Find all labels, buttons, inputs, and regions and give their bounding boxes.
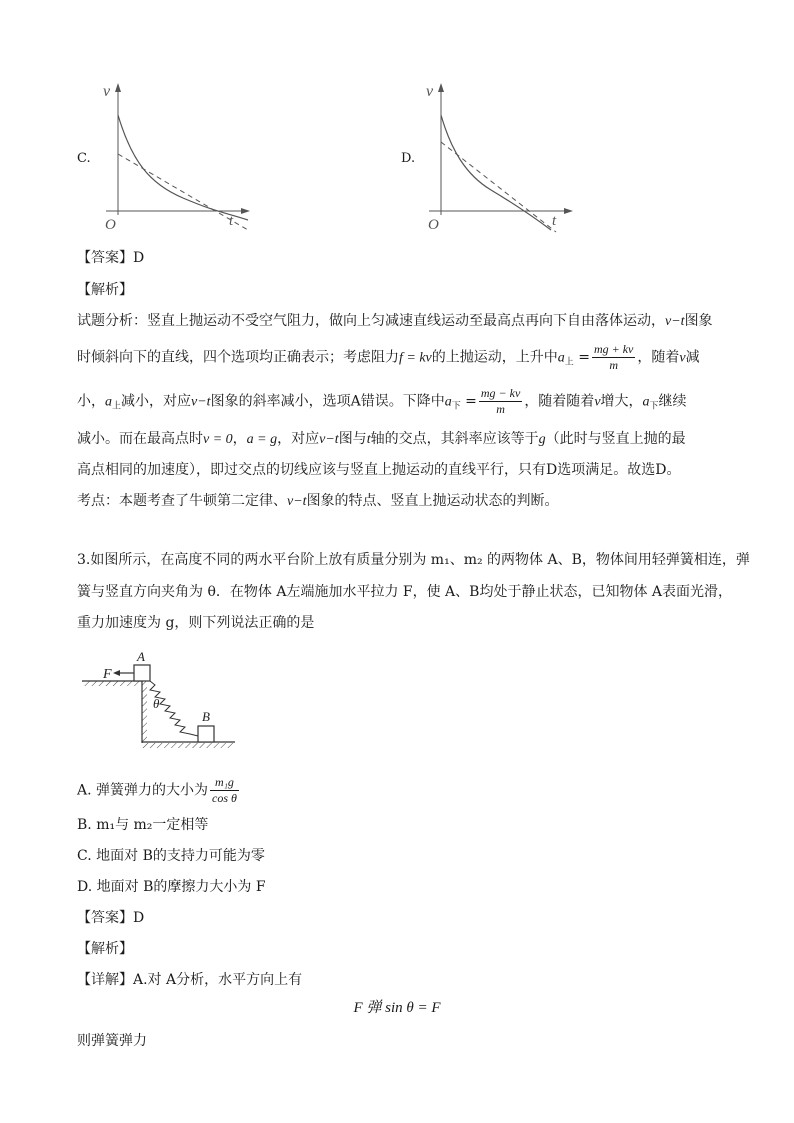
origin-label: O [105,217,116,233]
q3-analysis-label: 【解析】 [77,941,133,957]
q3-stem-2: 簧与竖直方向夹角为 θ．在物体 A左端施加水平拉力 F，使 A、B均处于静止状态，已知物体 A表面光滑， [77,584,733,600]
q3-stem-1: 3.如图所示，在高度不同的两水平台阶上放有质量分别为 m₁、m₂ 的两物体 A、B，物体间用轻弹簧相连，弹 [77,552,750,568]
q2-line-2: 时倾斜向下的直线，四个选项均正确表示；考虑阻力f = kv的上抛运动，上升中$a_上$ = $\frac{mg + kv}{m}$ ，随着v减 [77,342,700,372]
q3-option-c: C. 地面对 B的支持力可能为零 [77,848,265,864]
q3-figure [80,648,240,748]
t-axis-label: t [229,213,234,229]
block-a-label: A [137,649,145,664]
q3-detail: 【详解】A.对 A分析，水平方向上有 [77,972,303,988]
option-c-label: C. [77,151,91,166]
q3-option-b: B. m₁与 m₂一定相等 [77,817,209,833]
dashed-line [441,142,556,232]
curve [441,115,551,230]
q2-line-4: 减小。而在最高点时v = 0，a = g，对应v−t图与t轴的交点，其斜率应该等于g（此时与竖直上抛的最 [77,431,686,447]
q2-line-3: 小，$a_上$减小，对应v−t图象的斜率减小，选项A错误。下降中$a_下$ = $\frac{mg - kv}{m}$ ，随着随着v增大，$a_下$继续 [77,386,687,416]
graph-c [98,80,258,240]
block-a [134,665,150,681]
q3-last-line: 则弹簧弹力 [77,1033,147,1049]
origin-label: O [428,217,439,233]
graph-d [421,80,581,240]
curve [118,115,248,220]
q2-line-1: 试题分析：竖直上抛运动不受空气阻力，做向上匀减速直线运动至最高点再向下自由落体运动，v−t图象 [77,313,713,329]
q2-line-6: 考点：本题考查了牛顿第二定律、v−t图象的特点、竖直上抛运动状态的判断。 [77,493,559,509]
v-axis-label: v [426,83,434,100]
q3-option-d: D. 地面对 B的摩擦力大小为 F [77,879,266,895]
block-b-label: B [202,709,210,724]
t-axis-arrow [241,208,250,214]
v-axis-label: v [103,83,111,100]
option-d-label: D. [401,151,416,166]
theta-label: θ [153,696,160,711]
q3-stem-3: 重力加速度为 g，则下列说法正确的是 [77,615,315,631]
block-b [198,726,214,742]
t-axis-label: t [552,213,557,229]
wall [142,681,147,743]
q3-equation: F 弹 sin θ = F [353,1000,441,1016]
force-label: F [103,667,112,682]
q2-analysis-label: 【解析】 [77,282,133,298]
q3-option-a: A. 弹簧弹力的大小为 $\frac{\text{m₁g}}{\text{cos θ}}$ [77,775,237,805]
q2-line-5: 高点相同的加速度），即过交点的切线应该与竖直上抛运动的直线平行，只有D选项满足。故选D。 [77,462,681,478]
t-axis-arrow [564,208,573,214]
v-axis-arrow [115,83,121,92]
lower-floor [142,743,234,748]
q2-answer: 【答案】D [77,250,145,266]
v-axis-arrow [438,83,444,92]
q3-answer: 【答案】D [77,910,145,926]
